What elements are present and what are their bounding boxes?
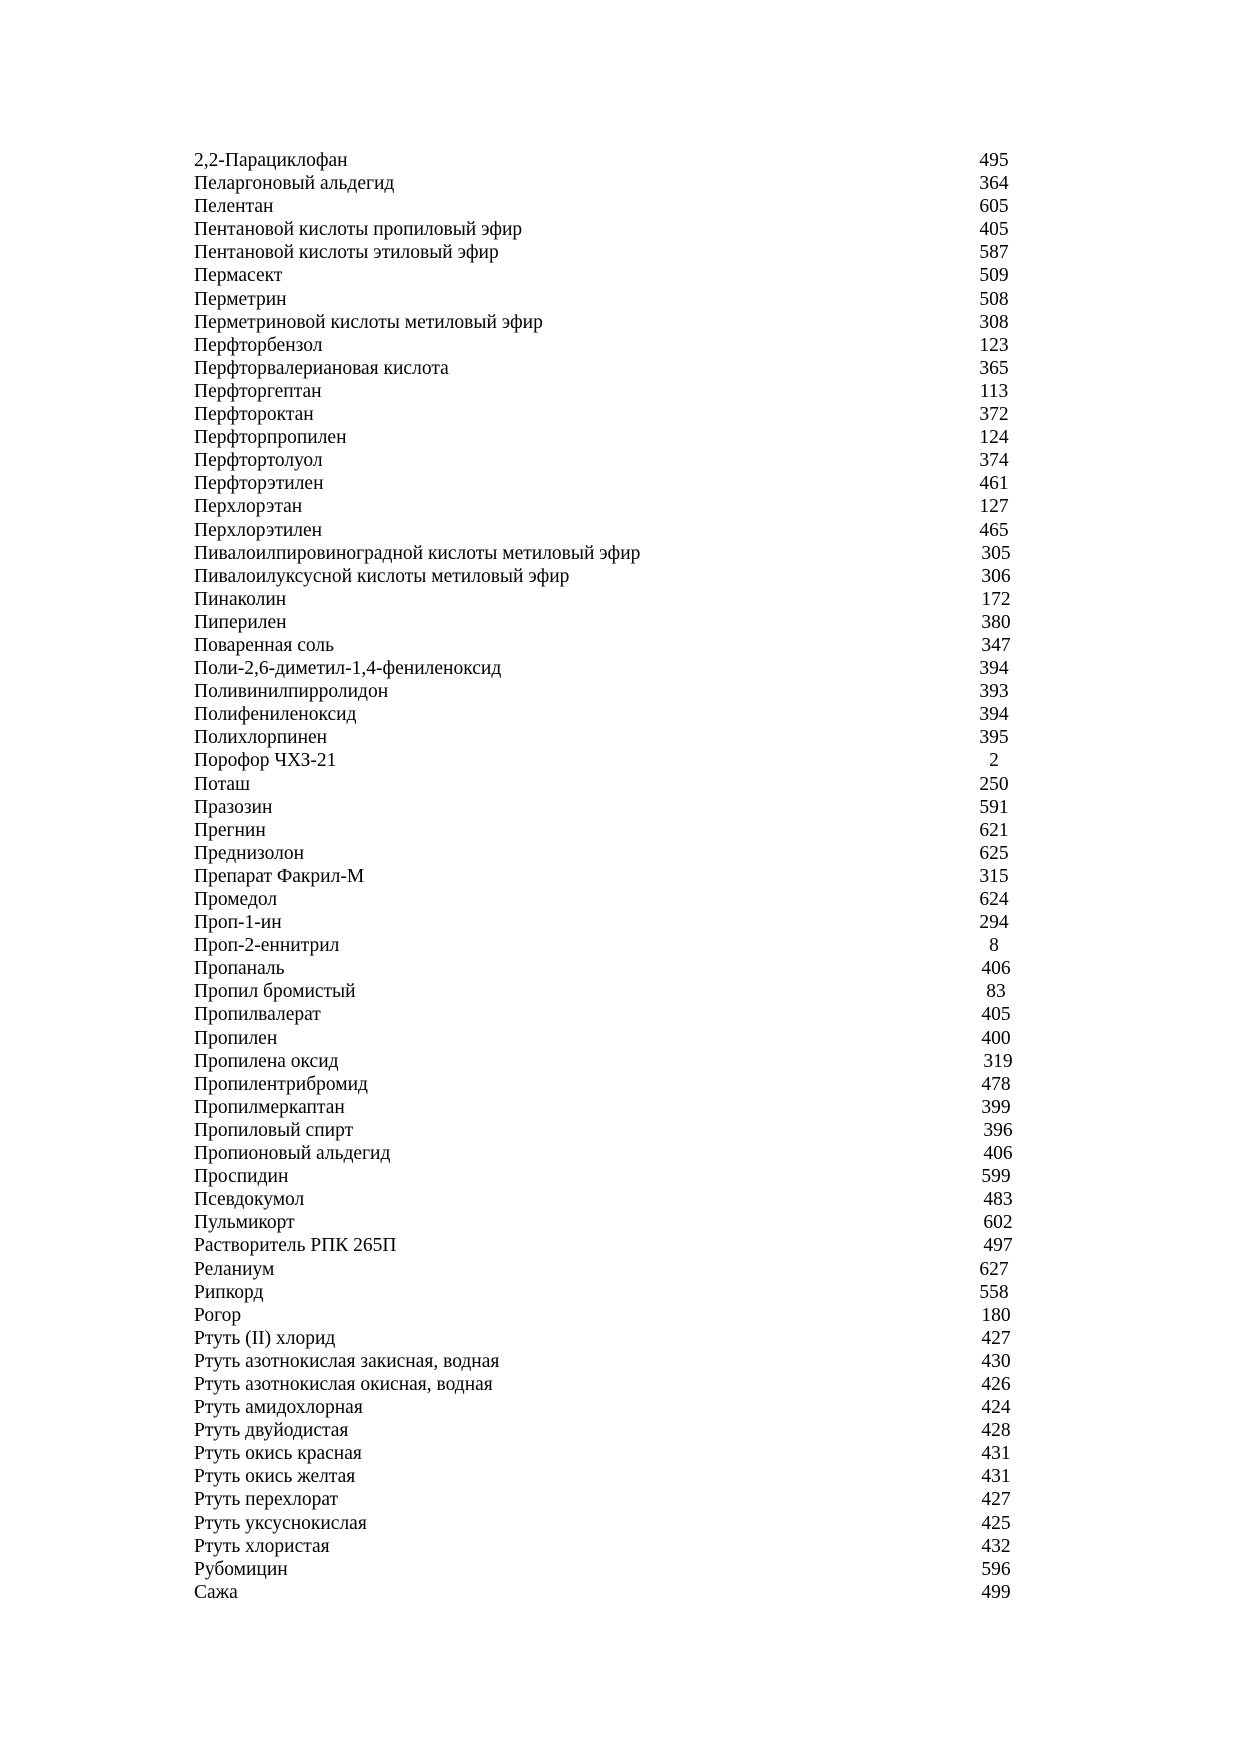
index-term: Поливинилпирролидон [194, 681, 389, 703]
index-entry [194, 1073, 1024, 1096]
index-page-number: 625 [979, 842, 1009, 864]
index-entry [194, 403, 1024, 426]
index-term: Пивалоилуксусной кислоты метиловый эфир [194, 565, 570, 587]
index-entry [194, 1096, 1024, 1119]
index-term: Ртуть хлористая [194, 1535, 330, 1557]
index-term: Перметрин [194, 288, 287, 310]
index-term: Поташ [194, 773, 251, 795]
index-page-number: 127 [979, 496, 1009, 518]
index-entry [194, 1188, 1024, 1211]
index-term: Ртуть уксуснокислая [194, 1512, 367, 1534]
index-term: Перфторэтилен [194, 473, 324, 495]
index-term: Порофор ЧХЗ-21 [194, 750, 337, 772]
index-entry [194, 865, 1024, 888]
index-page-number: 305 [981, 542, 1011, 564]
index-term: Пропаналь [194, 958, 285, 980]
index-entry [194, 726, 1024, 749]
index-term: Ртуть (II) хлорид [194, 1327, 336, 1349]
index-entry [194, 588, 1024, 611]
index-entry [194, 380, 1024, 403]
index-entry [194, 1373, 1024, 1396]
index-entry [194, 334, 1024, 357]
index-term: Реланиум [194, 1258, 275, 1280]
index-page-number: 426 [981, 1373, 1011, 1395]
index-page-number: 425 [981, 1512, 1011, 1534]
index-entry [194, 1419, 1024, 1442]
index-page-number: 365 [979, 357, 1009, 379]
index-entry [194, 1027, 1024, 1050]
index-page-number: 430 [981, 1350, 1011, 1372]
index-term: Ртуть двуйодистая [194, 1420, 349, 1442]
index-entry [194, 426, 1024, 449]
index-entry [194, 311, 1024, 334]
index-term: Рубомицин [194, 1558, 288, 1580]
index-term: Пропилена оксид [194, 1050, 339, 1072]
index-entry [194, 819, 1024, 842]
index-term: Пиперилен [194, 611, 287, 633]
index-page-number: 113 [979, 380, 1009, 402]
index-entry [194, 1211, 1024, 1234]
index-term: Пентановой кислоты этиловый эфир [194, 242, 499, 264]
index-entry [194, 195, 1024, 218]
index-term: Ртуть перехлорат [194, 1489, 339, 1511]
index-entry [194, 749, 1024, 772]
index-list [194, 149, 1024, 1604]
index-term: Пропилен [194, 1027, 278, 1049]
index-term: Ртуть азотнокислая окисная, водная [194, 1373, 493, 1395]
index-page-number: 306 [981, 565, 1011, 587]
index-entry [194, 149, 1024, 172]
index-entry [194, 957, 1024, 980]
index-page-number: 483 [983, 1189, 1013, 1211]
index-entry [194, 1442, 1024, 1465]
index-term: Пермасект [194, 265, 283, 287]
index-page-number: 508 [979, 288, 1009, 310]
index-page-number: 624 [979, 889, 1009, 910]
index-entry [194, 542, 1024, 565]
index-page-number: 172 [981, 588, 1011, 610]
index-term: Перфторпропилен [194, 427, 347, 449]
index-page-number: 8 [989, 935, 999, 957]
index-entry [194, 1304, 1024, 1327]
index-term: Ртуть окись желтая [194, 1466, 356, 1488]
index-page-number: 591 [979, 796, 1009, 818]
index-page-number: 605 [979, 196, 1009, 218]
index-entry [194, 519, 1024, 542]
index-page-number: 364 [979, 173, 1009, 195]
index-page-number: 394 [979, 658, 1009, 680]
index-term: Проп-1-ин [194, 912, 282, 934]
index-term: Пропилвалерат [194, 1004, 321, 1026]
index-page-number: 427 [981, 1489, 1011, 1511]
index-term: Перхлорэтан [194, 496, 303, 518]
index-page-number: 124 [979, 427, 1009, 449]
index-term: Ртуть окись красная [194, 1443, 362, 1465]
index-page-number: 406 [981, 958, 1011, 980]
index-page-number: 250 [979, 773, 1009, 795]
index-term: Пропиловый спирт [194, 1119, 354, 1141]
index-term: Празозин [194, 796, 273, 818]
index-entry [194, 657, 1024, 680]
index-entry [194, 911, 1024, 934]
index-page-number: 308 [979, 311, 1009, 333]
index-page-number: 558 [979, 1281, 1009, 1303]
index-page-number: 424 [981, 1397, 1011, 1419]
index-entry [194, 495, 1024, 518]
index-page-number: 495 [979, 150, 1009, 171]
index-page-number: 83 [986, 981, 1006, 1003]
index-term: Прегнин [194, 819, 266, 841]
index-entry [194, 565, 1024, 588]
index-term: Перфтортолуол [194, 450, 323, 472]
index-term: Рогор [194, 1304, 242, 1326]
index-entry [194, 357, 1024, 380]
index-page-number: 427 [981, 1327, 1011, 1349]
index-page-number: 406 [983, 1143, 1013, 1165]
index-entry [194, 634, 1024, 657]
index-page-number: 431 [981, 1443, 1011, 1465]
index-entry [194, 1165, 1024, 1188]
index-term: Пропионовый альдегид [194, 1143, 391, 1165]
index-term: Проп-2-еннитрил [194, 935, 340, 957]
index-entry [194, 796, 1024, 819]
index-entry [194, 703, 1024, 726]
index-term: Перфторвалериановая кислота [194, 357, 449, 379]
index-entry [194, 1535, 1024, 1558]
index-entry [194, 218, 1024, 241]
index-page-number: 465 [979, 519, 1009, 541]
index-page-number: 372 [979, 404, 1009, 426]
index-entry [194, 1119, 1024, 1142]
index-entry [194, 1488, 1024, 1511]
index-term: Пульмикорт [194, 1212, 295, 1234]
index-page-number: 315 [979, 865, 1009, 887]
index-page-number: 499 [981, 1581, 1011, 1603]
index-entry [194, 773, 1024, 796]
index-page-number: 380 [981, 611, 1011, 633]
index-page-number: 396 [983, 1119, 1013, 1141]
index-entry [194, 1581, 1024, 1604]
index-entry [194, 1396, 1024, 1419]
index-entry [194, 472, 1024, 495]
index-page-number: 478 [981, 1073, 1011, 1095]
index-page-number: 621 [979, 819, 1009, 841]
index-page-number: 627 [979, 1258, 1009, 1280]
index-term: Пинаколин [194, 588, 287, 610]
index-page-number: 431 [981, 1466, 1011, 1488]
index-page-number: 405 [979, 219, 1009, 241]
index-term: Пропилентрибромид [194, 1073, 368, 1095]
index-term: Преднизолон [194, 842, 305, 864]
index-page-number: 599 [981, 1166, 1011, 1188]
index-page-number: 2 [989, 750, 999, 772]
index-entry [194, 1281, 1024, 1304]
index-term: Псевдокумол [194, 1189, 305, 1211]
index-entry [194, 264, 1024, 287]
index-entry [194, 1142, 1024, 1165]
index-page-number: 395 [979, 727, 1009, 749]
index-page-number: 180 [981, 1304, 1011, 1326]
index-page-number: 587 [979, 242, 1009, 264]
index-term: Ртуть азотнокислая закисная, водная [194, 1350, 500, 1372]
index-term: Промедол [194, 889, 278, 910]
index-page-number: 394 [979, 704, 1009, 726]
index-term: Поли-2,6-диметил-1,4-фениленоксид [194, 658, 502, 680]
index-entry [194, 611, 1024, 634]
index-entry [194, 1512, 1024, 1535]
index-page-number: 400 [981, 1027, 1011, 1049]
index-entry [194, 172, 1024, 195]
index-page-number: 399 [981, 1096, 1011, 1118]
index-term: Пропил бромистый [194, 981, 356, 1003]
index-entry [194, 1050, 1024, 1073]
index-page-number: 428 [981, 1420, 1011, 1442]
index-page-number: 294 [979, 912, 1009, 934]
index-entry [194, 1465, 1024, 1488]
index-term: Проспидин [194, 1166, 289, 1188]
index-term: Пелентан [194, 196, 274, 218]
index-term: Пентановой кислоты пропиловый эфир [194, 219, 523, 241]
index-entry [194, 288, 1024, 311]
index-term: Перфторгептан [194, 380, 322, 402]
index-entry [194, 888, 1024, 911]
index-term: Пивалоилпировиноградной кислоты метиловый эфир [194, 542, 641, 564]
index-term: Сажа [194, 1581, 238, 1603]
index-term: Поваренная соль [194, 634, 334, 656]
index-entry [194, 1558, 1024, 1581]
index-term: Растворитель РПК 265П [194, 1235, 397, 1257]
index-page-number: 374 [979, 450, 1009, 472]
index-entry [194, 1327, 1024, 1350]
index-term: Препарат Факрил-М [194, 865, 365, 887]
index-term: Перметриновой кислоты метиловый эфир [194, 311, 543, 333]
index-term: Ртуть амидохлорная [194, 1397, 363, 1419]
index-entry [194, 1234, 1024, 1257]
index-term: Рипкорд [194, 1281, 264, 1303]
index-entry [194, 842, 1024, 865]
index-entry [194, 1350, 1024, 1373]
index-term: Перфтороктан [194, 404, 314, 426]
index-page-number: 602 [983, 1212, 1013, 1234]
index-page-number: 461 [979, 473, 1009, 495]
index-term: Полифениленоксид [194, 704, 357, 726]
index-term: Пропилмеркаптан [194, 1096, 345, 1118]
index-page-number: 432 [981, 1535, 1011, 1557]
index-entry [194, 449, 1024, 472]
index-entry [194, 980, 1024, 1003]
index-page-number: 509 [979, 265, 1009, 287]
index-page-number: 497 [983, 1235, 1013, 1257]
index-entry [194, 1258, 1024, 1281]
index-term: Полихлорпинен [194, 727, 328, 749]
index-page-number: 123 [979, 334, 1009, 356]
index-entry [194, 241, 1024, 264]
index-page-number: 405 [981, 1004, 1011, 1026]
index-term: Перхлорэтилен [194, 519, 323, 541]
index-term: Пеларгоновый альдегид [194, 173, 395, 195]
index-term: Перфторбензол [194, 334, 323, 356]
index-page-number: 319 [983, 1050, 1013, 1072]
index-entry [194, 680, 1024, 703]
index-term: 2,2-Парациклофан [194, 150, 348, 171]
index-entry [194, 934, 1024, 957]
index-page-number: 596 [981, 1558, 1011, 1580]
index-entry [194, 1003, 1024, 1026]
index-page-number: 347 [981, 634, 1011, 656]
index-page-number: 393 [979, 681, 1009, 703]
